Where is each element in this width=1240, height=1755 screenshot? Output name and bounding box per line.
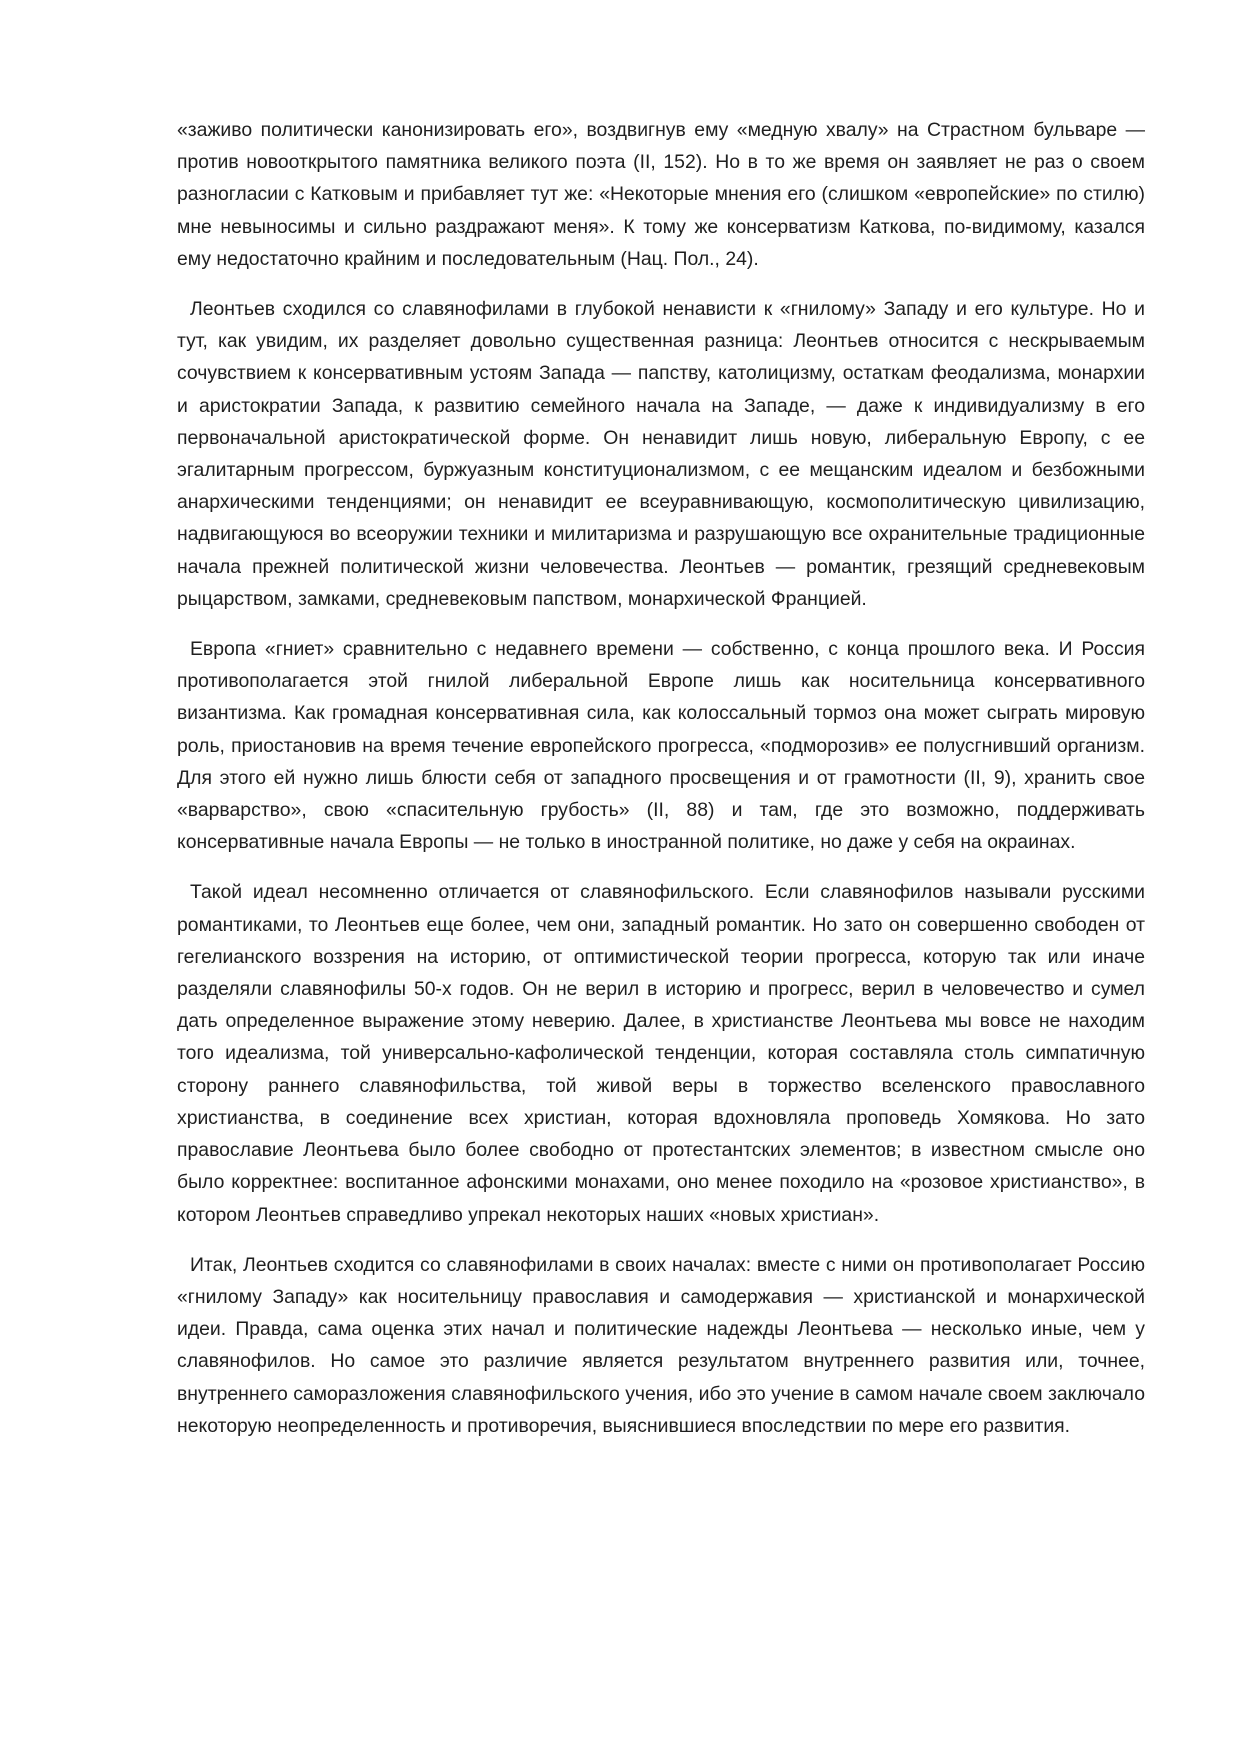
- paragraph: Европа «гниет» сравнительно с недавнего времени — собственно, с конца прошлого века. И Россия противополагается этой гнилой либеральной Европе лишь как носительница консервативного византизма. Как громадная консервативная сила, как колоссальный тормоз она может сыграть мировую роль, приостановив на время течение европейского прогресса, «подморозив» ее полусгнивший организм. Для этого ей нужно лишь блюсти себя от западного просвещения и от грамотности (II, 9), хранить свое «варварство», свою «спасительную грубость» (II, 88) и там, где это возможно, поддерживать консервативные начала Европы — не только в иностранной политике, но даже у себя на окраинах.: [177, 638, 1145, 854]
- paragraph: Итак, Леонтьев сходится со славянофилами в своих началах: вместе с ними он противополагает Россию «гнилому Западу» как носительницу православия и самодержавия — христианской и монархической идеи. Правда, сама оценка этих начал и политические надежды Леонтьева — несколько иные, чем у славянофилов. Но самое это различие является результатом внутреннего развития или, точнее, внутреннего саморазложения славянофильского учения, ибо это учение в самом начале своем заключало некоторую неопределенность и противоречия, выяснившиеся впоследствии по мере его развития.: [177, 1253, 1145, 1437]
- paragraph: «заживо политически канонизировать его», воздвигнув ему «медную хвалу» на Страстном бульваре — против новооткрытого памятника великого поэта (II, 152). Но в то же время он заявляет не раз о своем разногласии с Катковым и прибавляет тут же: «Некоторые мнения его (слишком «европейские» по стилю) мне невыносимы и сильно раздражают меня». К тому же консерватизм Каткова, по-видимому, казался ему недостаточно крайним и последовательным (Нац. Пол., 24).: [177, 119, 1145, 270]
- document-page: [177, 114, 1145, 1460]
- paragraph: Такой идеал несомненно отличается от славянофильского. Если славянофилов называли русскими романтиками, то Леонтьев еще более, чем они, западный романтик. Но зато он совершенно свободен от гегелианского воззрения на историю, от оптимистической теории прогресса, которую так или иначе разделяли славянофилы 50-х годов. Он не верил в историю и прогресс, верил в человечество и сумел дать определенное выражение этому неверию. Далее, в христианстве Леонтьева мы вовсе не находим того идеализма, той универсально-кафолической тенденции, которая составляла столь симпатичную сторону раннего славянофильства, той живой веры в торжество вселенского православного христианства, в соединение всех христиан, которая вдохновляла проповедь Хомякова. Но зато православие Леонтьева было более свободно от протестантских элементов; в известном смысле оно было корректнее: воспитанное афонскими монахами, оно менее походило на «розовое христианство», в котором Леонтьев справедливо упрекал некоторых наших «новых христиан».: [177, 881, 1145, 1226]
- paragraph: Леонтьев сходился со славянофилами в глубокой ненависти к «гнилому» Западу и его культуре. Но и тут, как увидим, их разделяет довольно существенная разница: Леонтьев относится с нескрываемым сочувствием к консервативным устоям Запада — папству, католицизму, остаткам феодализма, монархии и аристократии Запада, к развитию семейного начала на Западе, — даже к индивидуализму в его первоначальной аристократической форме. Он ненавидит лишь новую, либеральную Европу, с ее эгалитарным прогрессом, буржуазным конституционализмом, с ее мещанским идеалом и безбожными анархическими тенденциями; он ненавидит ее всеуравнивающую, космополитическую цивилизацию, надвигающуюся во всеоружии техники и милитаризма и разрушающую все охранительные традиционные начала прежней политической жизни человечества. Леонтьев — романтик, грезящий средневековым рыцарством, замками, средневековым папством, монархической Францией.: [177, 298, 1145, 610]
